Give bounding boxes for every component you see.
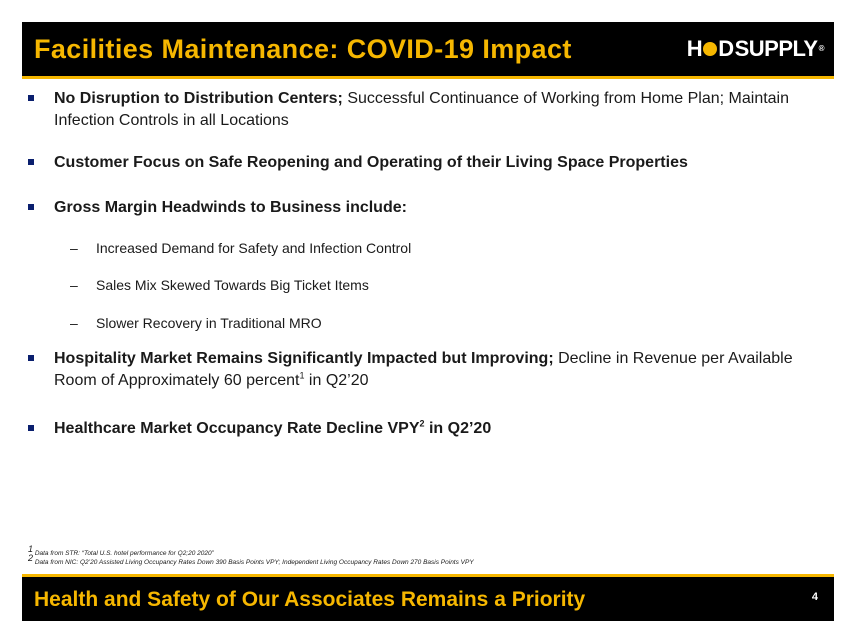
- bullet-bold: No Disruption to Distribution Centers;: [54, 90, 343, 107]
- footnote-number: 1: [28, 544, 34, 554]
- footnote: [28, 544, 828, 558]
- dash-bullet: –: [70, 315, 78, 331]
- logo-registered-mark: ®: [818, 44, 824, 53]
- footnote-ref: 2: [419, 418, 425, 429]
- sub-item: [70, 238, 411, 258]
- sub-item-text: Sales Mix Skewed Towards Big Ticket Items: [96, 277, 369, 293]
- bullet-item: [24, 197, 814, 219]
- logo-supply-text: SUPPLY: [734, 36, 818, 61]
- footnote-text: Data from NIC: Q2’20 Assisted Living Occupancy Rates Down 390 Basis Points VPY; Independent Living Occupancy Rates Down 270 Basis Points VPY: [33, 559, 474, 567]
- footer-tagline: Health and Safety of Our Associates Remains a Priority: [34, 588, 586, 611]
- page-number: 4: [811, 591, 818, 603]
- sub-item: [70, 275, 369, 295]
- bullet-item: [24, 88, 814, 132]
- sub-item-text: Increased Demand for Safety and Infection Control: [96, 240, 412, 256]
- slide-title: Facilities Maintenance: COVID-19 Impact: [34, 34, 572, 64]
- logo-dot-icon: [703, 42, 717, 56]
- square-bullet-icon: [28, 355, 34, 361]
- bullet-item: [24, 418, 814, 440]
- bullet-bold-tail: in Q2’20: [424, 420, 492, 437]
- footnote-text: Data from STR: “Total U.S. hotel performance for Q2;20 2020”: [33, 550, 214, 558]
- square-bullet-icon: [28, 95, 34, 101]
- sub-item: [70, 313, 322, 333]
- bullet-tail: in Q2’20: [304, 372, 369, 389]
- bullet-bold: Healthcare Market Occupancy Rate Decline VPY: [54, 420, 420, 437]
- dash-bullet: –: [70, 240, 78, 256]
- footer-bar: [22, 577, 834, 621]
- footnote-ref: 1: [299, 370, 305, 381]
- hd-supply-logo: [687, 36, 824, 62]
- bullet-text: Decline in Revenue per Available Room of Approximately 60 percent: [54, 350, 793, 389]
- sub-item-text: Slower Recovery in Traditional MRO: [96, 315, 322, 331]
- logo-hd-mark: [687, 36, 734, 62]
- bullet-item: [24, 152, 814, 174]
- header-bar: [22, 22, 834, 76]
- logo-h: H: [686, 36, 703, 61]
- footnote-number: 2: [28, 553, 34, 564]
- bullet-bold: Gross Margin Headwinds to Business include:: [54, 199, 407, 216]
- header-accent-rule: [22, 76, 834, 79]
- square-bullet-icon: [28, 204, 34, 210]
- footnotes: [28, 544, 828, 567]
- bullet-item: [24, 348, 814, 392]
- square-bullet-icon: [28, 425, 34, 431]
- bullet-bold: Hospitality Market Remains Significantly Impacted but Improving;: [54, 350, 554, 367]
- dash-bullet: –: [70, 277, 78, 293]
- bullet-bold: Customer Focus on Safe Reopening and Operating of their Living Space Properties: [54, 154, 688, 171]
- logo-d: D: [718, 36, 734, 61]
- bullet-text: Successful Continuance of Working from Home Plan; Maintain Infection Controls in all Locations: [54, 90, 790, 129]
- square-bullet-icon: [28, 159, 34, 165]
